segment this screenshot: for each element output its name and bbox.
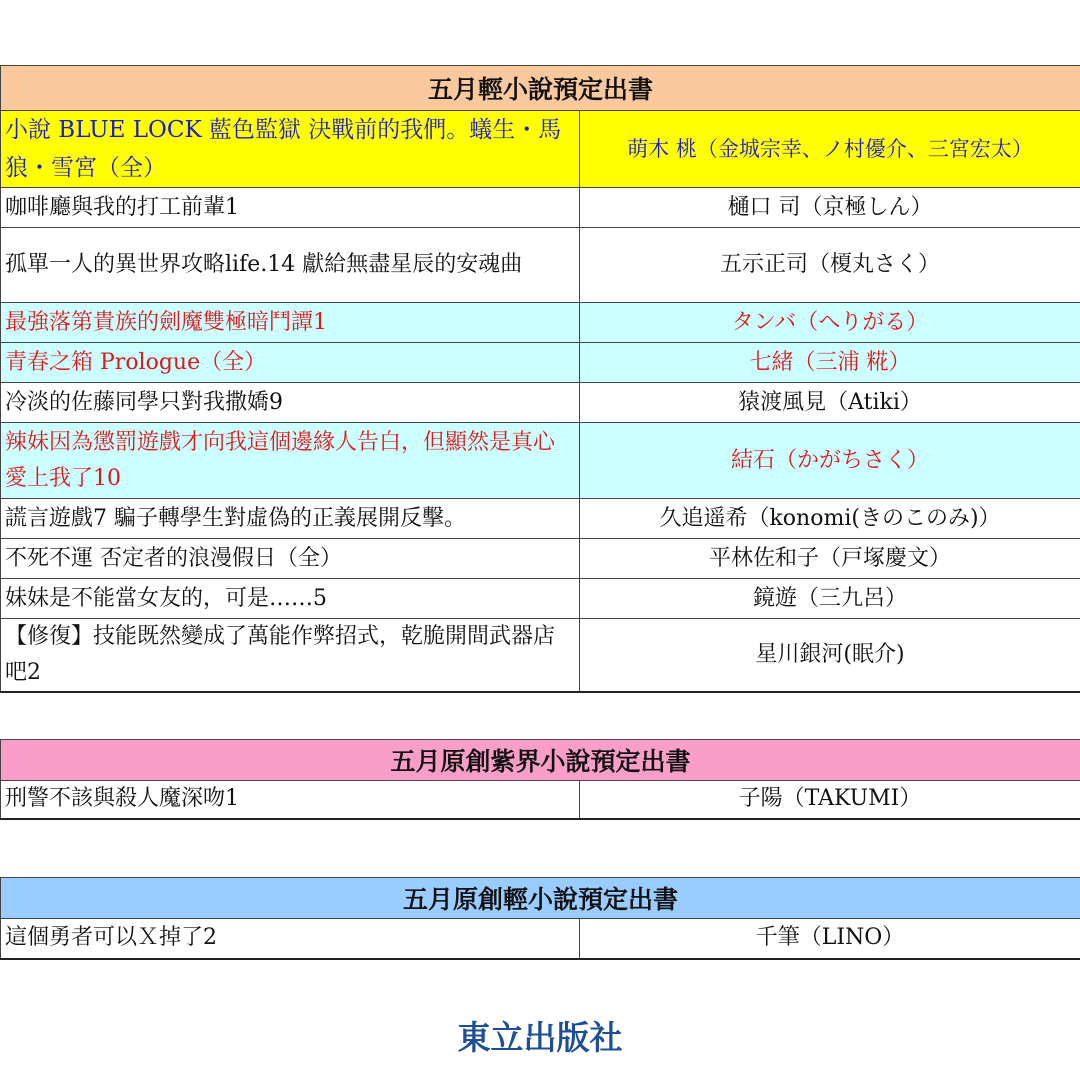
book-author: 五示正司（榎丸さく） [580, 228, 1080, 303]
book-author: 平林佐和子（戸塚慶文） [580, 539, 1080, 579]
book-title: 謊言遊戲7 騙子轉學生對虛偽的正義展開反擊。 [1, 499, 580, 539]
book-title: 不死不運 否定者的浪漫假日（全） [1, 539, 580, 579]
book-author: 千筆（LINO） [580, 919, 1080, 959]
book-title: 妹妹是不能當女友的，可是……5 [1, 579, 580, 619]
book-author: タンバ（へりがる） [580, 303, 1080, 343]
book-author: 久追遥希（konomi(きのこのみ)） [580, 499, 1080, 539]
table-row [1, 383, 1080, 423]
table-title: 五月原創紫界小說預定出書 [1, 740, 1080, 781]
table-row [1, 539, 1080, 579]
original-purple-novel-schedule-table [0, 739, 1080, 820]
book-title: 【修復】技能既然變成了萬能作弊招式，乾脆開間武器店吧2 [1, 619, 580, 693]
table-row [1, 579, 1080, 619]
table-row [1, 303, 1080, 343]
book-title: 這個勇者可以Ｘ掉了2 [1, 919, 580, 959]
book-title: 咖啡廳與我的打工前輩1 [1, 188, 580, 228]
table-row [1, 499, 1080, 539]
book-author: 樋口 司（京極しん） [580, 188, 1080, 228]
table-row [1, 619, 1080, 693]
book-title: 青春之箱 Prologue（全） [1, 343, 580, 383]
book-author: 星川銀河(眠介) [580, 619, 1080, 693]
book-author: 結石（かがちさく） [580, 423, 1080, 499]
table-row [1, 343, 1080, 383]
book-author: 子陽（TAKUMI） [580, 781, 1080, 819]
table-row [1, 188, 1080, 228]
book-author: 猿渡風見（Atiki） [580, 383, 1080, 423]
book-title: 刑警不該與殺人魔深吻1 [1, 781, 580, 819]
table-row [1, 781, 1080, 819]
publisher-logo: 東立出版社 [457, 1018, 623, 1057]
table-title: 五月原創輕小說預定出書 [1, 878, 1080, 919]
book-author: 七緒（三浦 糀） [580, 343, 1080, 383]
book-title: 冷淡的佐藤同學只對我撒嬌9 [1, 383, 580, 423]
book-title: 小說 BLUE LOCK 藍色監獄 決戰前的我們。蟻生・馬狼・雪宮（全） [1, 111, 580, 188]
book-title: 最強落第貴族的劍魔雙極暗鬥譚1 [1, 303, 580, 343]
table-row [1, 919, 1080, 959]
book-title: 辣妹因為懲罰遊戲才向我這個邊緣人告白，但顯然是真心愛上我了10 [1, 423, 580, 499]
original-light-novel-schedule-table [0, 877, 1080, 960]
book-title: 孤單一人的異世界攻略life.14 獻給無盡星辰的安魂曲 [1, 228, 580, 303]
table-row [1, 423, 1080, 499]
table-row [1, 228, 1080, 303]
book-author: 萌木 桃（金城宗幸、ノ村優介、三宮宏太） [580, 111, 1080, 188]
light-novel-schedule-table [0, 65, 1080, 693]
table-title: 五月輕小說預定出書 [1, 66, 1080, 111]
table-row [1, 111, 1080, 188]
book-author: 鏡遊（三九呂） [580, 579, 1080, 619]
